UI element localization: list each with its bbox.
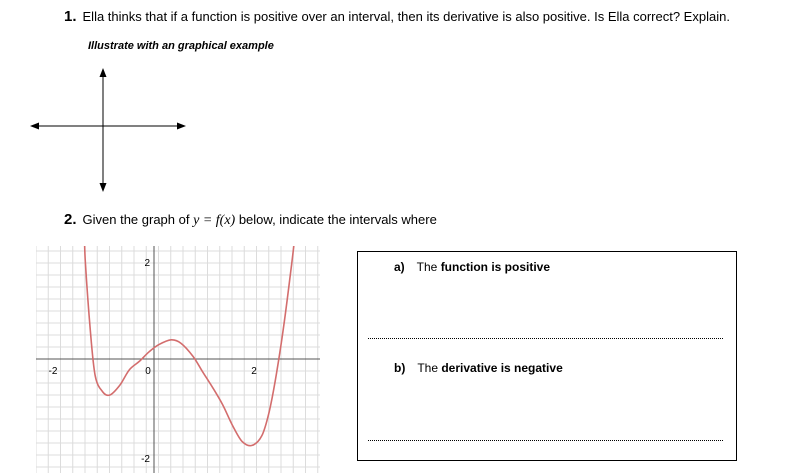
part-a-answer-line[interactable] [368,338,723,339]
question-1-instruction: Illustrate with an graphical example [88,40,274,52]
question-1-text: Ella thinks that if a function is positive over an interval, then its derivative is also positive. Is Ella correct? Explain. [82,9,730,24]
x-tick-label-0: 0 [145,366,151,377]
part-b-label: b) [394,361,406,375]
question-2 [64,211,437,229]
part-a [394,260,550,274]
function-curve [84,246,295,446]
question-2-equation: y = f(x) [193,213,236,228]
part-b [394,361,563,375]
part-b-prefix: The [417,361,442,375]
part-a-label: a) [394,260,405,274]
question-1-number: 1. [64,8,77,25]
part-a-bold-text: function is positive [440,260,551,274]
part-b-answer-line[interactable] [368,440,723,441]
y-axis-down-arrow [100,183,107,192]
x-axis-right-arrow [177,123,186,130]
answer-box [357,251,737,461]
question-2-text-after: below, indicate the intervals where [238,212,437,227]
y-tick-label-2: 2 [144,258,150,269]
y-tick-label-neg2: -2 [141,454,150,465]
x-tick-label-neg2: -2 [48,366,58,377]
part-a-prefix: The [416,260,441,274]
function-graph [36,246,320,473]
blank-axes-diagram [0,0,220,200]
x-tick-label-2: 2 [251,366,257,377]
question-2-number: 2. [64,211,77,228]
x-axis-left-arrow [30,123,39,130]
question-2-text-before: Given the graph of [82,212,190,227]
part-b-bold-text: derivative is negative [441,361,563,375]
y-axis-up-arrow [100,68,107,77]
